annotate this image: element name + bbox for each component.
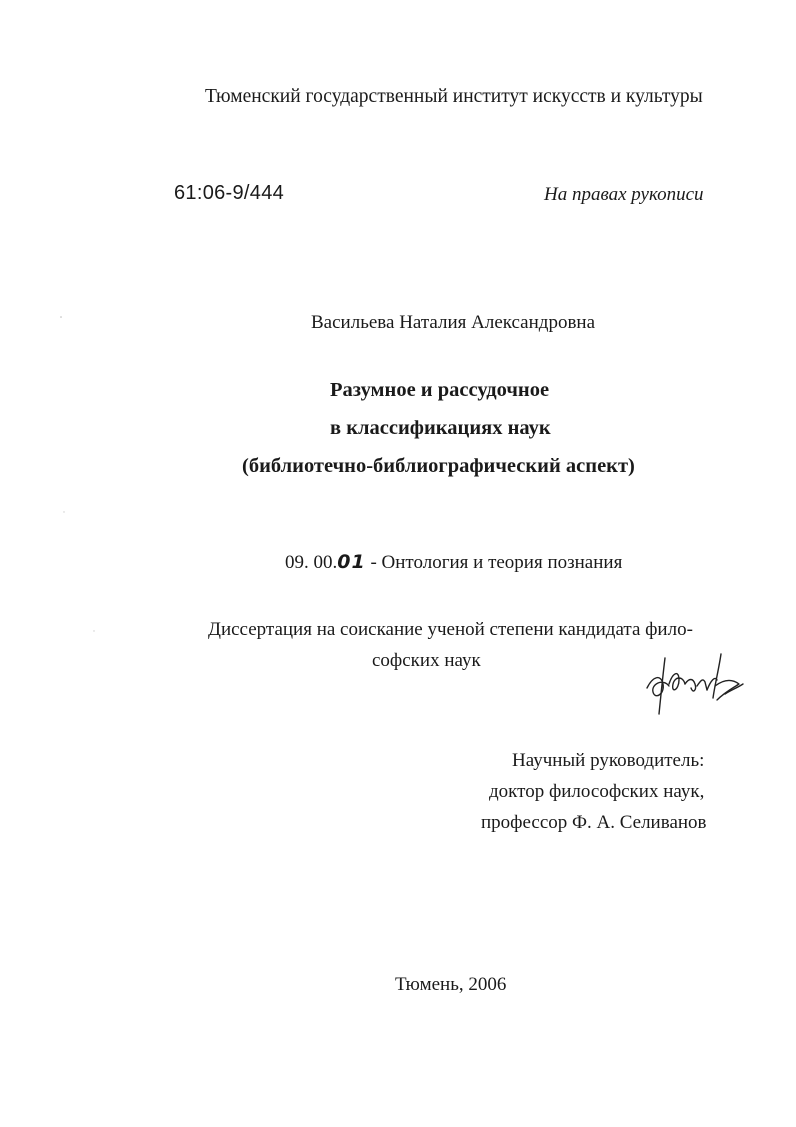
rights-note: На правах рукописи bbox=[544, 184, 704, 205]
supervisor-name: профессор Ф. А. Селиванов bbox=[481, 812, 707, 833]
title-line-2: в классификациях наук bbox=[330, 417, 551, 439]
author-name: Васильева Наталия Александровна bbox=[311, 312, 596, 333]
dissertation-line-1: Диссертация на соискание ученой степени кандидата фило- bbox=[208, 619, 693, 640]
city-year: Тюмень, 2006 bbox=[395, 974, 507, 995]
supervisor-label: Научный руководитель: bbox=[512, 750, 705, 771]
title-line-3: (библиотечно-библиографический аспект) bbox=[242, 455, 635, 477]
title-line-1: Разумное и рассудочное bbox=[330, 379, 550, 401]
specialty-code-prefix: 09. 00. bbox=[285, 552, 338, 573]
archive-code-stamp: 61:06-9/444 bbox=[174, 182, 285, 204]
specialty-code-handwritten: 01 bbox=[337, 551, 366, 573]
specialty-name: - Онтология и теория познания bbox=[365, 552, 623, 573]
dissertation-line-2: софских наук bbox=[372, 650, 481, 671]
handwritten-signature bbox=[643, 650, 747, 720]
supervisor-degree: доктор философских наук, bbox=[489, 781, 705, 802]
institute-name: Тюменский государственный институт искусств и культуры bbox=[205, 86, 703, 107]
specialty-line bbox=[285, 553, 622, 572]
